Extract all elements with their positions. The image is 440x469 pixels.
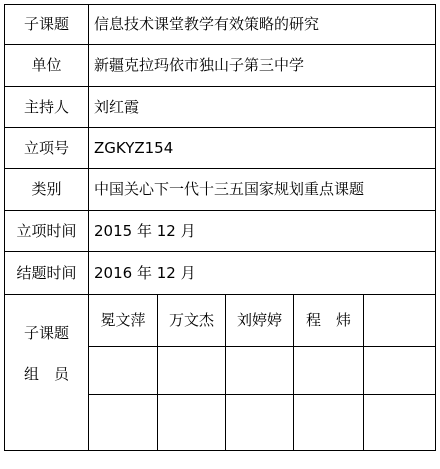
- table-border-right: [435, 4, 436, 451]
- host-value: 刘红霞: [94, 97, 140, 116]
- subproject-label: 子课题: [23, 15, 69, 33]
- members-label: [5, 322, 88, 384]
- member-name: 程 炜: [305, 311, 351, 329]
- table-border-bottom: [4, 450, 436, 451]
- member-name: 冕文萍: [100, 311, 146, 329]
- approval-date-label: 立项时间: [16, 221, 77, 240]
- completion-date-label: 结题时间: [16, 263, 77, 282]
- category-value: 中国关心下一代十三五国家规划重点课题: [94, 180, 365, 198]
- unit-value: 新疆克拉玛依市独山子第三中学: [94, 56, 305, 74]
- member-name: 刘婷婷: [236, 311, 282, 329]
- approval-date-value: 2015 年 12 月: [94, 221, 196, 240]
- completion-date-value: 2016 年 12 月: [94, 263, 196, 282]
- category-label: 类别: [31, 180, 62, 198]
- member-name: [364, 295, 435, 346]
- member-row-divider: [88, 346, 436, 347]
- unit-label: 单位: [31, 56, 62, 74]
- member-row-divider: [88, 394, 436, 395]
- member-name: 万文杰: [168, 311, 214, 329]
- members-label-line2: 组 员: [23, 365, 69, 383]
- host-label: 主持人: [23, 97, 69, 116]
- project-info-table: [4, 4, 436, 451]
- subproject-title: 信息技术课堂教学有效策略的研究: [94, 15, 320, 33]
- project-number-label: 立项号: [23, 138, 69, 157]
- project-number-value: ZGKYZ154: [94, 138, 174, 157]
- members-label-line1: 子课题: [23, 324, 69, 342]
